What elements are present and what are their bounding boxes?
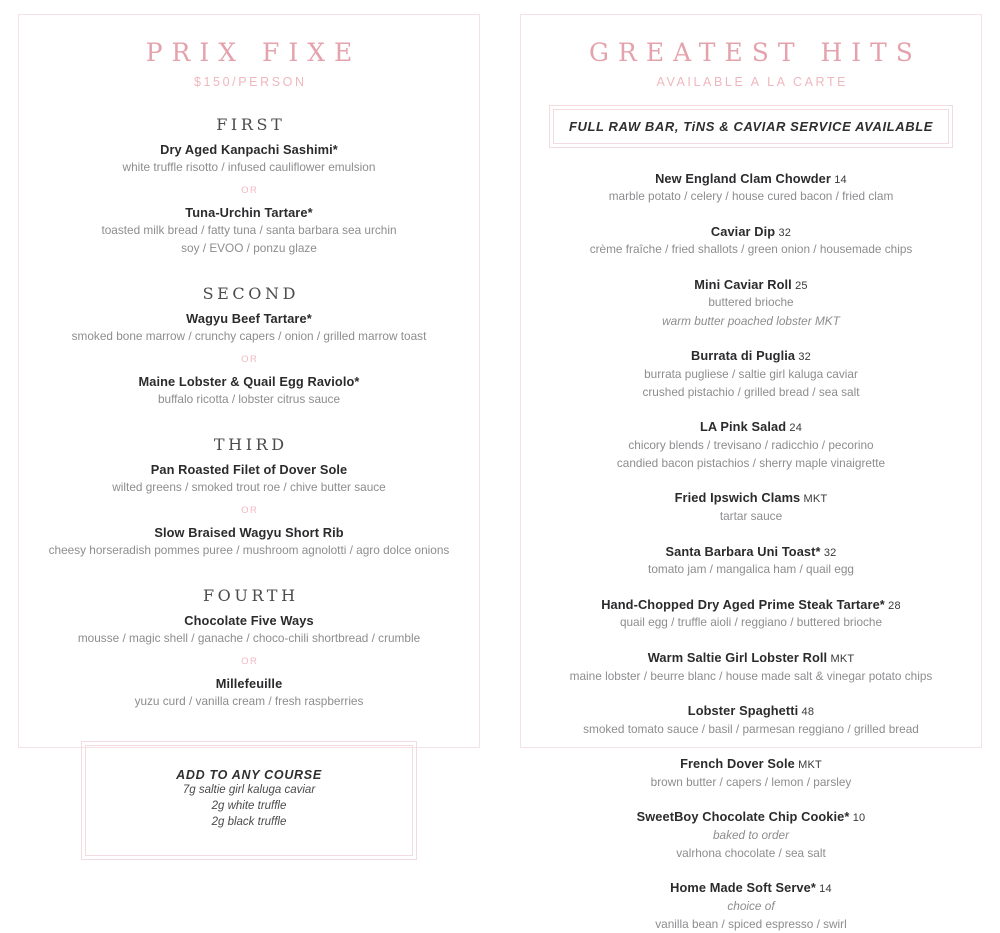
dish bbox=[33, 310, 465, 345]
dish-description: wilted greens / smoked trout roe / chive butter sauce bbox=[33, 479, 465, 496]
dish-price: 32 bbox=[775, 227, 791, 239]
dish-name: Home Made Soft Serve* 14 bbox=[535, 879, 967, 897]
dish-price: 10 bbox=[849, 812, 865, 824]
dish-name: Hand-Chopped Dry Aged Prime Steak Tartare* 28 bbox=[535, 596, 967, 614]
dish bbox=[535, 596, 967, 632]
course-block bbox=[33, 435, 465, 560]
dish-name: French Dover Sole MKT bbox=[535, 755, 967, 773]
dish bbox=[33, 461, 465, 496]
dish bbox=[535, 489, 967, 525]
dish-description: tartar sauce bbox=[535, 508, 967, 525]
add-on-item: 7g saltie girl kaluga caviar bbox=[183, 782, 315, 798]
or-separator: OR bbox=[33, 185, 465, 196]
dish bbox=[33, 204, 465, 258]
dish-name: Slow Braised Wagyu Short Rib bbox=[33, 524, 465, 541]
dish-description: cheesy horseradish pommes puree / mushroom agnolotti / agro dolce onions bbox=[33, 542, 465, 559]
add-to-any-course-box bbox=[81, 741, 417, 860]
dish-description: toasted milk bread / fatty tuna / santa barbara sea urchin bbox=[33, 222, 465, 239]
dish-description: smoked tomato sauce / basil / parmesan reggiano / grilled bread bbox=[535, 721, 967, 738]
dish-description: choice of bbox=[535, 898, 967, 915]
course-block bbox=[33, 115, 465, 258]
dish-description: marble potato / celery / house cured bacon / fried clam bbox=[535, 188, 967, 205]
dish bbox=[33, 675, 465, 710]
dish-price: MKT bbox=[827, 653, 854, 665]
dish-description: crushed pistachio / grilled bread / sea salt bbox=[535, 384, 967, 401]
dish-price: 28 bbox=[885, 600, 901, 612]
dish bbox=[535, 649, 967, 685]
dish bbox=[535, 418, 967, 472]
dish-description: candied bacon pistachios / sherry maple vinaigrette bbox=[535, 455, 967, 472]
dish-description: chicory blends / trevisano / radicchio / pecorino bbox=[535, 437, 967, 454]
dish-name: SweetBoy Chocolate Chip Cookie* 10 bbox=[535, 808, 967, 826]
dish-description: soy / EVOO / ponzu glaze bbox=[33, 240, 465, 257]
dish bbox=[535, 879, 967, 933]
a-la-carte-list bbox=[535, 170, 967, 933]
course-title: FIRST bbox=[33, 115, 465, 134]
dish-description: crème fraîche / fried shallots / green onion / housemade chips bbox=[535, 241, 967, 258]
or-separator: OR bbox=[33, 505, 465, 516]
dish-name: Lobster Spaghetti 48 bbox=[535, 702, 967, 720]
dish bbox=[33, 141, 465, 176]
raw-bar-banner bbox=[549, 105, 953, 148]
dish-description: white truffle risotto / infused cauliflower emulsion bbox=[33, 159, 465, 176]
dish bbox=[535, 702, 967, 738]
dish-price: 24 bbox=[786, 422, 802, 434]
dish-name: Tuna-Urchin Tartare* bbox=[33, 204, 465, 221]
dish-name: LA Pink Salad 24 bbox=[535, 418, 967, 436]
dish-price: 14 bbox=[816, 883, 832, 895]
dish bbox=[33, 612, 465, 647]
dish-name: Dry Aged Kanpachi Sashimi* bbox=[33, 141, 465, 158]
add-to-any-course-title: ADD TO ANY COURSE bbox=[176, 768, 322, 782]
dish-description: maine lobster / beurre blanc / house made salt & vinegar potato chips bbox=[535, 668, 967, 685]
dish-description: warm butter poached lobster MKT bbox=[535, 313, 967, 330]
dish-name: New England Clam Chowder 14 bbox=[535, 170, 967, 188]
greatest-hits-title: GREATEST HITS bbox=[535, 39, 967, 67]
dish-name: Burrata di Puglia 32 bbox=[535, 347, 967, 365]
dish-name: Fried Ipswich Clams MKT bbox=[535, 489, 967, 507]
course-block bbox=[33, 284, 465, 409]
dish bbox=[33, 373, 465, 408]
dish-name: Wagyu Beef Tartare* bbox=[33, 310, 465, 327]
or-separator: OR bbox=[33, 354, 465, 365]
add-on-item: 2g black truffle bbox=[183, 814, 315, 830]
dish-price: 48 bbox=[798, 706, 814, 718]
dish-price: 14 bbox=[831, 174, 847, 186]
dish-description: baked to order bbox=[535, 827, 967, 844]
course-title: THIRD bbox=[33, 435, 465, 454]
dish-description: burrata pugliese / saltie girl kaluga caviar bbox=[535, 366, 967, 383]
dish-description: valrhona chocolate / sea salt bbox=[535, 845, 967, 862]
course-title: SECOND bbox=[33, 284, 465, 303]
dish-name: Caviar Dip 32 bbox=[535, 223, 967, 241]
dish bbox=[535, 170, 967, 206]
dish-name: Millefeuille bbox=[33, 675, 465, 692]
dish bbox=[535, 223, 967, 259]
dish-price: 32 bbox=[821, 547, 837, 559]
dish bbox=[535, 543, 967, 579]
prix-fixe-courses bbox=[33, 115, 465, 711]
dish-description: brown butter / capers / lemon / parsley bbox=[535, 774, 967, 791]
dish-description: tomato jam / mangalica ham / quail egg bbox=[535, 561, 967, 578]
dish-name: Pan Roasted Filet of Dover Sole bbox=[33, 461, 465, 478]
dish-description: mousse / magic shell / ganache / choco-chili shortbread / crumble bbox=[33, 630, 465, 647]
prix-fixe-title: PRIX FIXE bbox=[33, 39, 465, 67]
dish-description: buffalo ricotta / lobster citrus sauce bbox=[33, 391, 465, 408]
dish-name: Warm Saltie Girl Lobster Roll MKT bbox=[535, 649, 967, 667]
dish-price: MKT bbox=[800, 493, 827, 505]
dish-name: Santa Barbara Uni Toast* 32 bbox=[535, 543, 967, 561]
dish bbox=[535, 808, 967, 862]
dish-description: quail egg / truffle aioli / reggiano / buttered brioche bbox=[535, 614, 967, 631]
or-separator: OR bbox=[33, 656, 465, 667]
dish-description: buttered brioche bbox=[535, 294, 967, 311]
course-title: FOURTH bbox=[33, 586, 465, 605]
dish bbox=[535, 347, 967, 401]
dish-description: vanilla bean / spiced espresso / swirl bbox=[535, 916, 967, 933]
dish-price: MKT bbox=[795, 759, 822, 771]
course-block bbox=[33, 586, 465, 711]
dish-description: yuzu curd / vanilla cream / fresh raspberries bbox=[33, 693, 465, 710]
prix-fixe-price-subtitle: $150/PERSON bbox=[33, 75, 465, 89]
dish-name: Maine Lobster & Quail Egg Raviolo* bbox=[33, 373, 465, 390]
dish-description: smoked bone marrow / crunchy capers / onion / grilled marrow toast bbox=[33, 328, 465, 345]
add-to-any-course-lines bbox=[183, 782, 315, 831]
dish-price: 25 bbox=[792, 280, 808, 292]
greatest-hits-subtitle: AVAILABLE A LA CARTE bbox=[535, 75, 967, 89]
raw-bar-banner-text: FULL RAW BAR, TiNS & CAVIAR SERVICE AVAILABLE bbox=[569, 119, 933, 134]
dish bbox=[535, 755, 967, 791]
greatest-hits-panel bbox=[520, 14, 982, 748]
dish-name: Mini Caviar Roll 25 bbox=[535, 276, 967, 294]
dish bbox=[535, 276, 967, 330]
prix-fixe-panel bbox=[18, 14, 480, 748]
dish bbox=[33, 524, 465, 559]
add-on-item: 2g white truffle bbox=[183, 798, 315, 814]
dish-name: Chocolate Five Ways bbox=[33, 612, 465, 629]
dish-price: 32 bbox=[795, 351, 811, 363]
